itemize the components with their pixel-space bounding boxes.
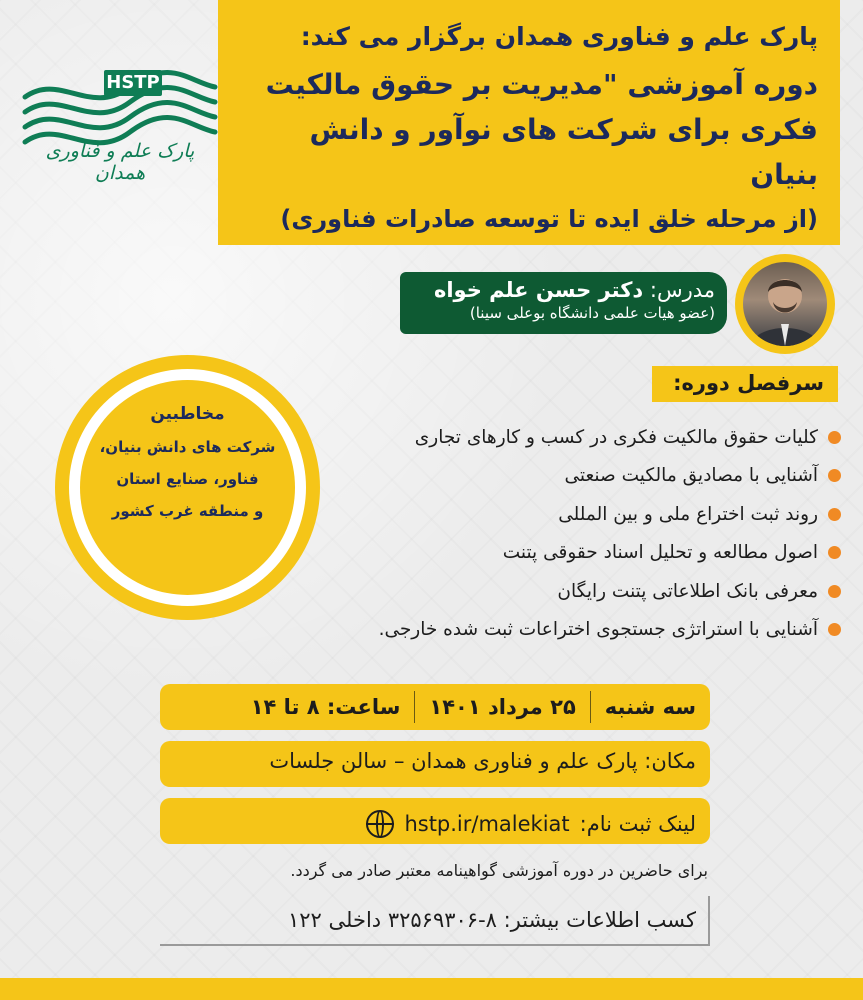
syllabus-item [281, 611, 841, 650]
syllabus-item [281, 495, 841, 534]
logo-text: پارک علم و فناوری همدان [45, 140, 195, 184]
event-date: ۲۵ مرداد ۱۴۰۱ [429, 695, 576, 719]
course-title-line1: دوره آموزشی "مدیریت بر حقوق مالکیت [265, 68, 818, 101]
bullet-icon [828, 585, 841, 598]
syllabus-item [281, 418, 841, 457]
syllabus-item-text: آشنایی با مصادیق مالکیت صنعتی [564, 465, 818, 487]
syllabus-item-text: کلیات حقوق مالکیت فکری در کسب و کارهای تجاری [414, 426, 818, 448]
bottom-band [0, 978, 863, 1000]
audience-line: و منطقه غرب کشور [111, 502, 264, 520]
syllabus-item-text: معرفی بانک اطلاعاتی پتنت رایگان [557, 580, 818, 602]
course-title-line2: فکری برای شرکت های نوآور و دانش بنیان [309, 112, 818, 191]
bullet-icon [828, 431, 841, 444]
globe-icon [366, 810, 394, 838]
syllabus-item [281, 534, 841, 573]
registration-box [160, 798, 710, 844]
logo-badge: HSTP [104, 70, 162, 96]
syllabus-list [281, 418, 841, 649]
contact-info: کسب اطلاعات بیشتر: ۸-۳۲۵۶۹۳۰۶ داخلی ۱۲۲ [160, 896, 710, 946]
syllabus-item [281, 457, 841, 496]
event-time: ساعت: ۸ تا ۱۴ [250, 695, 401, 719]
divider [590, 691, 591, 723]
instructor-affiliation: (عضو هیات علمی دانشگاه بوعلی سینا) [469, 304, 715, 322]
registration-link[interactable]: hstp.ir/malekiat [404, 812, 570, 836]
bullet-icon [828, 623, 841, 636]
syllabus-item [281, 572, 841, 611]
certificate-note: برای حاضرین در دوره آموزشی گواهینامه معتبر صادر می گردد. [290, 861, 708, 880]
divider [414, 691, 415, 723]
event-day: سه شنبه [604, 695, 696, 719]
date-time-box [160, 684, 710, 730]
syllabus-item-text: آشنایی با استراتژی جستجوی اختراعات ثبت شده خارجی. [378, 619, 818, 641]
bullet-icon [828, 546, 841, 559]
instructor-name-line [400, 278, 715, 302]
course-subtitle: (از مرحله خلق ایده تا توسعه صادرات فناوری) [280, 205, 818, 234]
audience-title: مخاطبین [150, 404, 225, 424]
instructor-name: دکتر حسن علم خواه [433, 278, 644, 302]
instructor-label: مدرس: [649, 278, 715, 302]
event-place: مکان: پارک علم و فناوری همدان – سالن جلسات [160, 741, 710, 787]
bullet-icon [828, 508, 841, 521]
header-banner [218, 0, 840, 245]
audience-circle [80, 380, 295, 595]
syllabus-item-text: اصول مطالعه و تحلیل اسناد حقوقی پتنت [502, 542, 818, 564]
bullet-icon [828, 469, 841, 482]
instructor-box [400, 272, 727, 334]
syllabus-item-text: روند ثبت اختراع ملی و بین المللی [558, 503, 818, 525]
header-intro: پارک علم و فناوری همدان برگزار می کند: [300, 22, 818, 51]
syllabus-header: سرفصل دوره: [652, 366, 838, 402]
audience-line: شرکت های دانش بنیان، [99, 438, 276, 456]
audience-line: فناور، صنایع استان [116, 470, 259, 488]
instructor-photo [743, 262, 827, 346]
registration-label: لینک ثبت نام: [579, 812, 696, 836]
course-title [236, 63, 818, 197]
